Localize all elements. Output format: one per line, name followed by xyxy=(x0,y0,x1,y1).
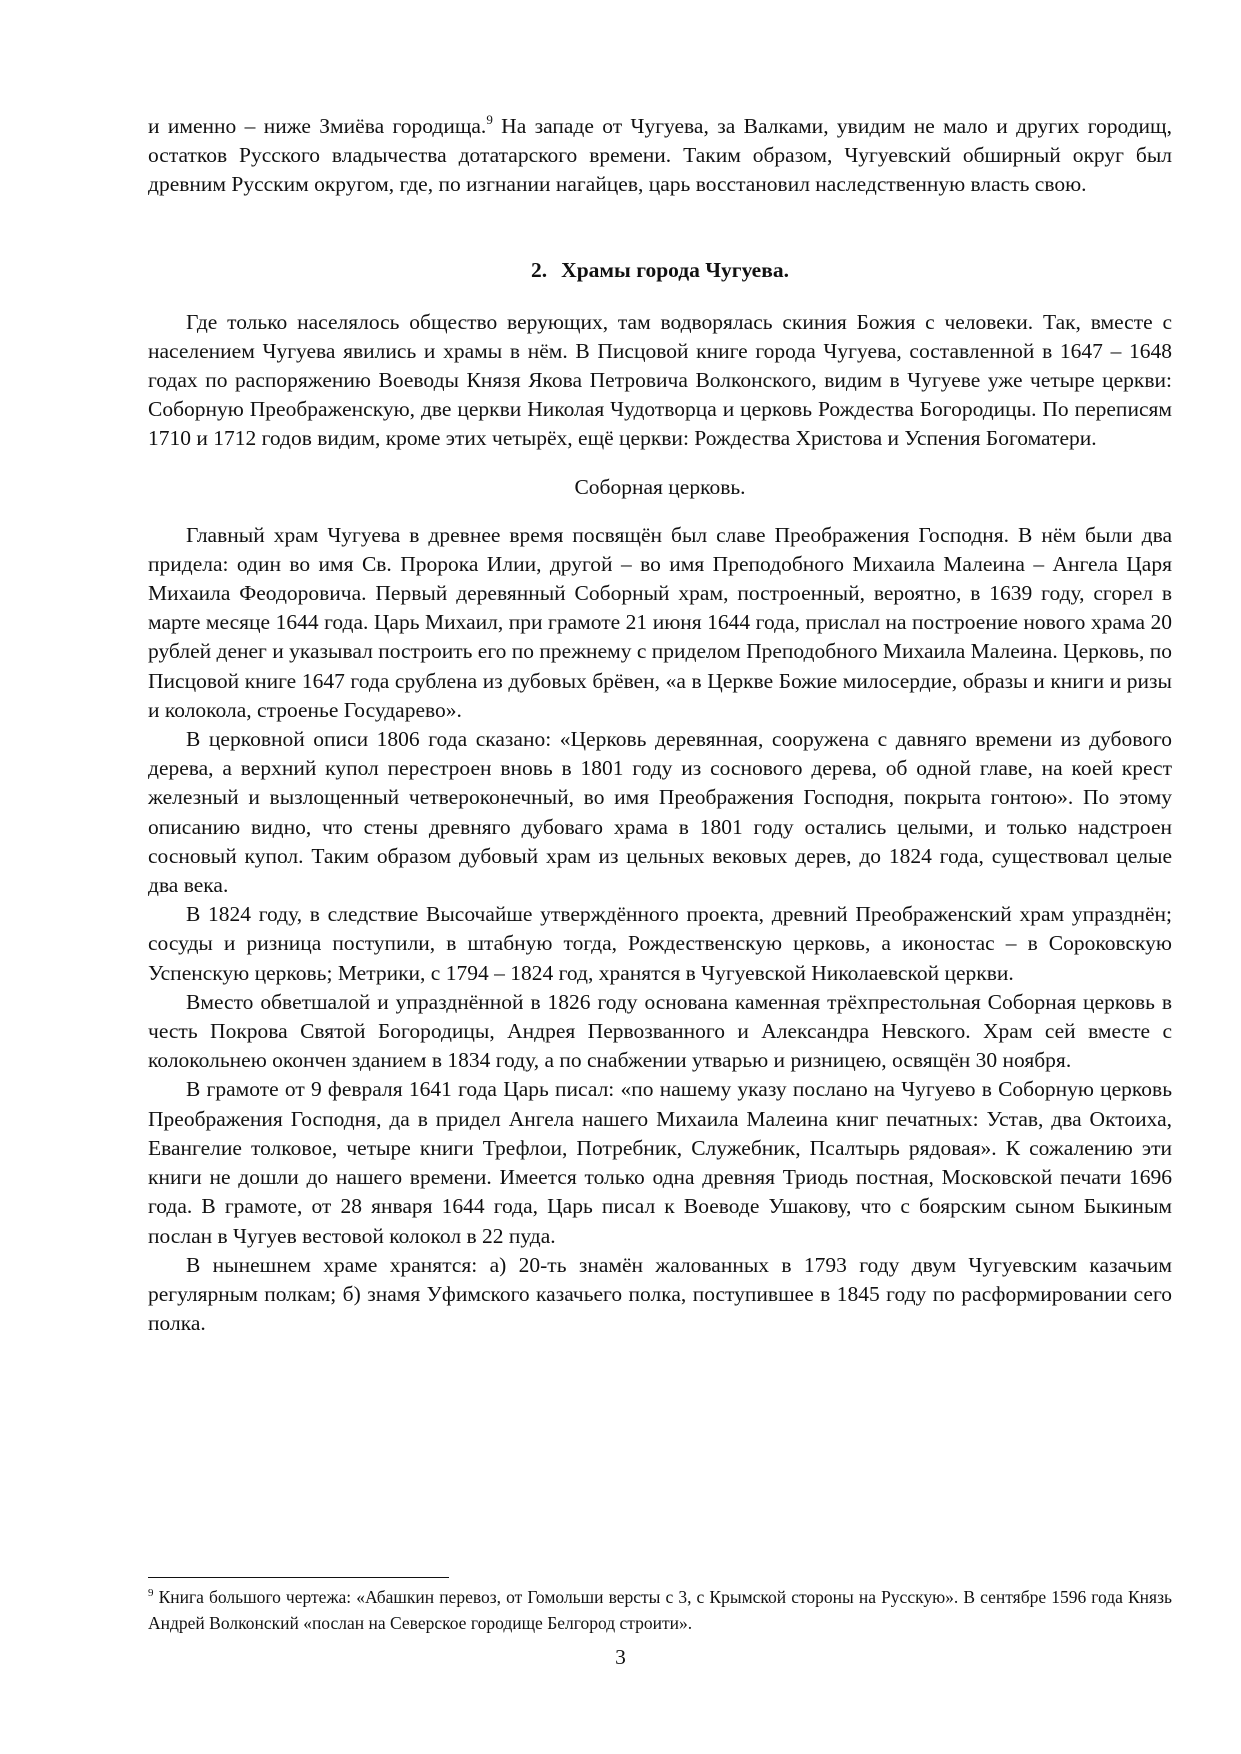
page-number: 3 xyxy=(615,1645,626,1669)
footnote-reference[interactable]: 9 xyxy=(486,112,493,127)
page-body xyxy=(148,112,1172,1338)
intro-text-start: и именно – ниже Змиёва городища. xyxy=(148,114,487,138)
intro-paragraph xyxy=(148,112,1172,200)
paragraph-inventory-1806: В церковной описи 1806 года сказано: «Церковь деревянная, сооружена с давняго времени из дубового дерева, а верхний купол перестроен вновь в 1801 году из соснового дерева, об одной главе, на коей крест железный и вызлощенный четвероконечный, во имя Преображения Господня, покрыта гонтою». По этому описанию видно, что стены древняго дубоваго храма в 1801 году остались целыми, и только надстроен сосновый купол. Таким образом дубовый храм из цельных вековых дерев, до 1824 года, существовал целые два века. xyxy=(148,727,1172,898)
section-intro-paragraph: Где только населялось общество верующих, там водворялась скиния Божия с человеки. Так, вместе с населением Чугуева явились и храмы в нём. В Писцовой книге города Чугуева, составленной в 1647 – 1648 годах по распоряжению Воеводы Князя Якова Петровича Волконского, видим в Чугуеве уже четыре церкви: Соборную Преображенскую, две церкви Николая Чудотворца и церковь Рождества Богородицы. По переписям 1710 и 1712 годов видим, кроме этих четырёх, ещё церкви: Рождества Христова и Успения Богоматери. xyxy=(148,309,1172,451)
footnote-text: Книга большого чертежа: «Абашкин перевоз, от Гомольши версты с 3, с Крымской стороны на Русскую». В сентябре 1596 года Князь Андрей Волконский «послан на Северское городище Белгород строити». xyxy=(148,1587,1172,1633)
intro-text-end: На западе от Чугуева, за Валками, увидим не мало и других городищ, остатков Русского владычества дотатарского времени. Таким образом, Чугуевский обширный округ был древним Русским округом, где, по изгнании нагайцев, царь восстановил наследственную власть свою. xyxy=(148,114,1172,197)
paragraph-main-temple: Главный храм Чугуева в древнее время посвящён был славе Преображения Господня. В нём были два придела: один во имя Св. Пророка Илии, другой – во имя Преподобного Михаила Малеина – Ангела Царя Михаила Феодоровича. Первый деревянный Соборный храм, построенный, вероятно, в 1639 году, сгорел в марте месяце 1644 года. Царь Михаил, при грамоте 21 июня 1644 года, прислал на построение нового храма 20 рублей денег и указывал построить его по прежнему с приделом Преподобного Михаила Малеина. Церковь, по Писцовой книге 1647 года срублена из дубовых брёвен, «а в Церкве Божие милосердие, образы и книги и ризы и колокола, строенье Государево». xyxy=(148,522,1172,722)
section-number: 2. xyxy=(531,257,548,282)
paragraph-new-cathedral: Вместо обветшалой и упразднённой в 1826 году основана каменная трёхпрестольная Соборная церковь в честь Покрова Святой Богородицы, Андрея Первозванного и Александра Невского. Храм сей вместе с колокольнею окончен зданием в 1834 году, а по снабжении утварью и ризницею, освящён 30 ноября. xyxy=(148,989,1172,1073)
footnote-separator xyxy=(148,1577,449,1578)
footnote-marker: 9 xyxy=(148,1587,154,1599)
footnote xyxy=(148,1584,1172,1636)
paragraph-banners: В нынешнем храме хранятся: а) 20-ть знамён жалованных в 1793 году двум Чугуевским казачьим регулярным полкам; б) знамя Уфимского казачьего полка, поступившее в 1845 году по расформировании сего полка. xyxy=(148,1252,1172,1336)
paragraph-abolition-1824: В 1824 году, в следствие Высочайше утверждённого проекта, древний Преображенский храм упразднён; сосуды и ризница поступили, в штабную тогда, Рождественскую церковь, а иконостас – в Сороковскую Успенскую церковь; Метрики, с 1794 – 1824 год, хранятся в Чугуевской Николаевской церкви. xyxy=(148,902,1172,985)
paragraph-charter-1641: В грамоте от 9 февраля 1641 года Царь писал: «по нашему указу послано на Чугуево в Соборную церковь Преображения Господня, да в придел Ангела нашего Михаила Малеина книг печатных: Устав, два Октоиха, Евангелие толковое, четыре книги Трефлои, Потребник, Служебник, Псалтырь рядовая». К сожалению эти книги не дошли до нашего времени. Имеется только одна древняя Триодь постная, Московской печати 1696 года. В грамоте, от 28 января 1644 года, Царь писал к Воеводе Ушакову, что с боярским сыном Быкиным послан в Чугуев вестовой колокол в 22 пуда. xyxy=(148,1077,1172,1248)
section-heading xyxy=(148,256,1172,285)
section-title: Храмы города Чугуева. xyxy=(561,257,789,282)
subsection-title: Соборная церковь. xyxy=(574,474,746,499)
